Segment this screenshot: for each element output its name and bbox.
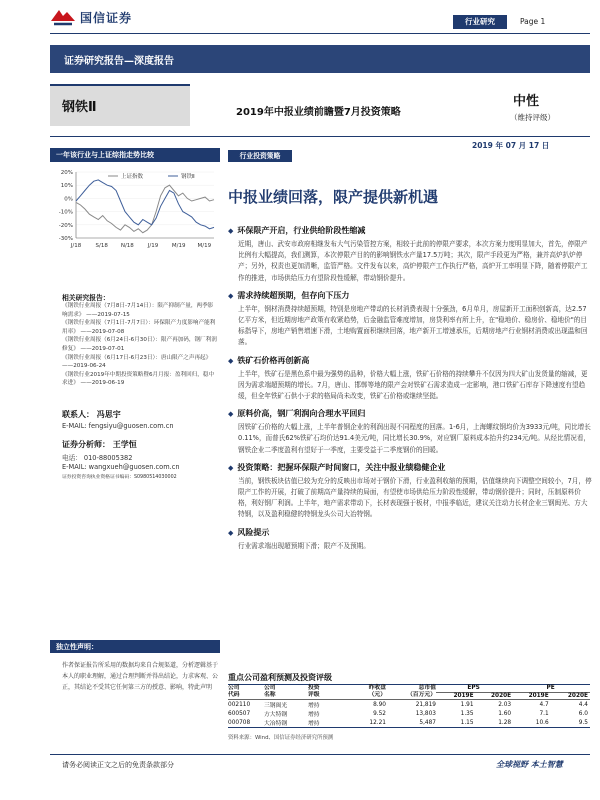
cell-name: 大冶特钢 bbox=[264, 721, 288, 727]
th-eps-2020: 2020E bbox=[491, 692, 512, 699]
section-body: 近期，唐山、武安市政府相继发布大气污染管控方案，相较于此前的停限产要求，本次方案力度明显加大，首先，停限产比例有大幅提高，我们测算，本次停限产目的的影响钢铁水产量17.5万吨；其次，限产手段更为严格，兼并高炉扒炉停产；另外，权责也更加清晰，监管严格。文件发布以来，高炉停限产工作执行严格，高炉开工率明显下降，随着停限产工作的推进，市场供给压力有望阶段性缓解，带动钢价提升。 bbox=[238, 240, 588, 282]
cell-price: 9.52 bbox=[373, 710, 386, 717]
section-body: 因铁矿石价格的大幅上涨，上半年普钢企业的利润出现不同程度的回落。1-6月，上海螺纹钢均价为3933元/吨，同比增长0.11%，而普氏62%铁矿石均价达91.4美元/吨，同比增长30.9%，对应钢厂原料成本抬升约234元/吨。从经比情况看，钢铁企业二季度盈利有望好于一季度，主要受益于二季度钢价的回暖。 bbox=[238, 423, 591, 454]
legend-label: 上证指数 bbox=[121, 174, 144, 180]
section bbox=[228, 408, 592, 456]
related-item[interactable]: 《钢铁行业周报（7月8日-7月14日）：限产抑制产量，两季影响需求》 ——2019-07-15 bbox=[62, 303, 214, 318]
header-logo bbox=[50, 5, 160, 31]
contact-block bbox=[62, 409, 222, 480]
cell-name: 三钢闽光 bbox=[264, 703, 288, 709]
footer-left: 请务必阅读正文之后的免责条款部分 bbox=[62, 761, 174, 769]
headline: 中报业绩回落，限产提供新机遇 bbox=[228, 188, 439, 206]
analyst-phone: 电话： 010-88005382 bbox=[62, 454, 133, 462]
industry-name: 钢铁Ⅱ bbox=[62, 100, 97, 115]
th-pe-2020: 2020E bbox=[567, 692, 588, 699]
industry-box bbox=[50, 84, 190, 126]
cell-eps19: 1.35 bbox=[460, 710, 474, 717]
related-title: 相关研究报告： bbox=[62, 294, 110, 302]
related-list bbox=[62, 302, 218, 388]
cell-eps19: 1.15 bbox=[460, 719, 474, 726]
forecast-table bbox=[228, 684, 590, 728]
section bbox=[228, 527, 592, 552]
chart-y-tick: -30% bbox=[58, 236, 73, 242]
footer-right: 全球视野 本土智慧 bbox=[496, 760, 563, 769]
cell-rating: 增持 bbox=[308, 703, 320, 709]
cell-code: 002110 bbox=[228, 701, 251, 708]
footer-rule bbox=[50, 754, 590, 755]
th-name: 公司 名称 bbox=[264, 685, 276, 698]
cell-pe20: 4.4 bbox=[578, 701, 588, 708]
chart-x-tick: N/18 bbox=[120, 243, 134, 249]
table-source: 资料来源：Wind、国信证券经济研究所预测 bbox=[228, 735, 334, 741]
chart-x-tick: M/19 bbox=[171, 243, 186, 249]
related-item[interactable]: 《钢铁行业周报（6月17日-6月23日）：唐山限产之声再起》 ——2019-06-24 bbox=[62, 354, 212, 370]
table-row bbox=[228, 718, 590, 728]
legend-label: 钢铁Ⅱ bbox=[181, 174, 195, 180]
table-row bbox=[228, 700, 590, 710]
related-item[interactable]: 《钢铁行业2019年中期投资策略暨6月月报：盈利回归，稳中求进》 ——2019-06-19 bbox=[62, 371, 215, 387]
cell-eps19: 1.91 bbox=[460, 701, 474, 708]
logo-text: 国信证券 bbox=[80, 11, 133, 25]
date-rule bbox=[50, 136, 590, 137]
section bbox=[228, 462, 592, 521]
th-pe: PE bbox=[511, 685, 590, 693]
cell-pe19: 4.7 bbox=[539, 701, 549, 708]
th-eps-2019: 2019E bbox=[453, 692, 474, 699]
cell-pe20: 6.0 bbox=[578, 710, 588, 717]
rating-note: （维持评级） bbox=[510, 113, 555, 122]
main-body bbox=[228, 225, 592, 552]
chart-y-tick: 10% bbox=[60, 183, 73, 190]
cell-pe20: 9.5 bbox=[578, 719, 588, 726]
chart-y-tick: -20% bbox=[58, 222, 73, 229]
section-title: ◆ 需求持续超预期，但存向下压力 bbox=[228, 290, 592, 301]
chart-x-tick: S/18 bbox=[95, 243, 108, 249]
header-badge: 行业研究 bbox=[453, 15, 507, 29]
th-price: 昨收盘 （元） bbox=[368, 685, 386, 698]
cell-name: 方大特钢 bbox=[264, 712, 288, 718]
th-code: 公司 代码 bbox=[228, 685, 240, 698]
cell-price: 12.21 bbox=[369, 719, 386, 726]
section-body: 行业需求端出现超预期下滑；限产不及预期。 bbox=[238, 541, 370, 550]
section-body: 上半年，钢材消费持续超预期，特别是房地产带动的长材消费表现十分强劲，6月单月，房屋新开工面积创新高，达2.57亿平方米，但近期房地产政策有收紧趋势，后金融监管难度增加，房贷利率有所上升，在"稳地价、稳房价、稳地价"的目标指导下，房地产销售增速下滑，土地购置面积继续回落，地产新开工增速承压，后期房地产行业钢材消费或出现温和回落。 bbox=[238, 304, 588, 347]
section-title: ◆ 原料价高，钢厂利润向合理水平回归 bbox=[228, 408, 592, 419]
header-rule bbox=[50, 33, 590, 34]
section-title: ◆ 铁矿石价格再创新高 bbox=[228, 355, 592, 366]
th-eps: EPS bbox=[436, 685, 511, 693]
cell-code: 000708 bbox=[228, 719, 251, 726]
section bbox=[228, 225, 592, 284]
analyst-email[interactable]: E-MAIL: wangxueh@guosen.com.cn bbox=[62, 463, 180, 471]
cell-rating: 增持 bbox=[308, 712, 320, 718]
cell-pe19: 7.1 bbox=[539, 710, 549, 717]
report-title: 2019年中报业绩前瞻暨7月投资策略 bbox=[236, 107, 401, 118]
guosen-logo-icon bbox=[50, 8, 76, 26]
chart-title-bar bbox=[50, 148, 220, 162]
forecast-table-title: 重点公司盈利预测及投资评级 bbox=[228, 673, 332, 682]
chart-x-tick: J/19 bbox=[147, 243, 159, 249]
chart-y-tick: -10% bbox=[58, 209, 73, 216]
table-row bbox=[228, 709, 590, 718]
cell-eps20: 2.03 bbox=[498, 701, 512, 708]
related-item[interactable]: 《钢铁行业周报（7月1日-7月7日）：环保限产力度影响产能利用率》 ——2019-07-08 bbox=[62, 320, 216, 335]
section bbox=[228, 355, 592, 403]
contact-email[interactable]: E-MAIL: fengsiyu@guosen.com.cn bbox=[62, 422, 174, 430]
cell-eps20: 1.60 bbox=[498, 710, 512, 717]
rating: 中性 bbox=[513, 94, 540, 109]
chart-y-tick: 20% bbox=[60, 170, 73, 176]
section bbox=[228, 290, 592, 349]
cell-mktcap: 13,803 bbox=[415, 710, 436, 717]
cell-mktcap: 5,487 bbox=[419, 719, 436, 726]
chart-y-tick: 0% bbox=[64, 196, 73, 203]
report-category: 证券研究报告—深度报告 bbox=[64, 56, 174, 67]
section-title: ◆ 环保限产开启，行业供给阶段性缩减 bbox=[228, 225, 592, 236]
report-date: 2019 年 07 月 17 日 bbox=[472, 141, 550, 150]
section-body: 上半年，铁矿石是黑色系中最为强势的品种，价格大幅上涨，铁矿石价格的持续攀升不仅因为四大矿山发货量的缩减，更因为需求端超预期的增长。7月，唐山、邯郸等地的限产会对铁矿石需求造成一定影响，港口铁矿石库存下降速度有望趋缓，但全年铁矿石供小于求的格局尚未改变，铁矿石价格或继续坚挺。 bbox=[238, 369, 588, 401]
disclaimer-text: 作者保证报告所采用的数据均来自合规渠道，分析逻辑基于本人的职业理解，通过合理判断并得出结论，力求客观、公正，其结论不受其它任何第三方的授意、影响，特此声明 bbox=[62, 662, 219, 691]
disclaimer-title: 独立性声明： bbox=[56, 643, 98, 651]
th-rating: 投资 评级 bbox=[308, 685, 320, 698]
cell-rating: 增持 bbox=[308, 721, 320, 727]
contact-name: 冯思宇 bbox=[96, 410, 121, 419]
contact-label: 联系人： bbox=[62, 410, 94, 419]
trend-chart bbox=[50, 166, 220, 256]
strategy-label: 行业投资策略 bbox=[228, 150, 292, 162]
chart-series-line bbox=[76, 185, 214, 233]
chart-title: 一年该行业与上证综指走势比较 bbox=[56, 151, 154, 159]
chart-x-tick: M/19 bbox=[197, 243, 212, 249]
analyst-cert: 证券投资咨询执业资格证书编码：S0980514030002 bbox=[62, 475, 177, 480]
section-body: 当前，钢铁板块估值已较为充分的反映出市场对于钢价下滑，行业盈利收缩的预期，估值继续向下调整空间较小，7月，停限产工作的开展，打破了前期高产量持续的局面，有望使市场供给压力阶段性缓解，带动钢价提升；同时，压制原料价格，利好钢厂利润。上半年，地产需求带动下，长材表现强于板材，中报季临近，建议关注动力长材企业三钢闽光、方大特钢，以及盈利稳健的特钢龙头公司大冶特钢。 bbox=[238, 476, 592, 519]
related-item[interactable]: 《钢铁行业周报（6月24日-6月30日）：限产再加码，钢厂利润修复》 ——2019-07-01 bbox=[62, 337, 217, 352]
disclaimer-bar bbox=[50, 640, 220, 653]
cell-eps20: 1.28 bbox=[498, 719, 512, 726]
th-mktcap: 总市值 （百万元） bbox=[407, 685, 436, 698]
cell-code: 600507 bbox=[228, 710, 251, 717]
th-pe-2019: 2019E bbox=[528, 692, 549, 699]
chart-series-line bbox=[76, 180, 214, 229]
section-title: ◆ 风险提示 bbox=[228, 527, 592, 538]
page-number: Page 1 bbox=[520, 17, 546, 26]
analyst-name: 王学恒 bbox=[112, 440, 137, 449]
analyst-label: 证券分析师： bbox=[62, 440, 110, 449]
chart-x-tick: J/18 bbox=[70, 243, 82, 249]
cell-pe19: 10.6 bbox=[535, 719, 549, 726]
cell-price: 8.90 bbox=[373, 701, 386, 708]
section-title: ◆ 投资策略：把握环保限产时间窗口，关注中报业绩稳健企业 bbox=[228, 462, 592, 473]
cell-mktcap: 21,819 bbox=[415, 701, 436, 708]
